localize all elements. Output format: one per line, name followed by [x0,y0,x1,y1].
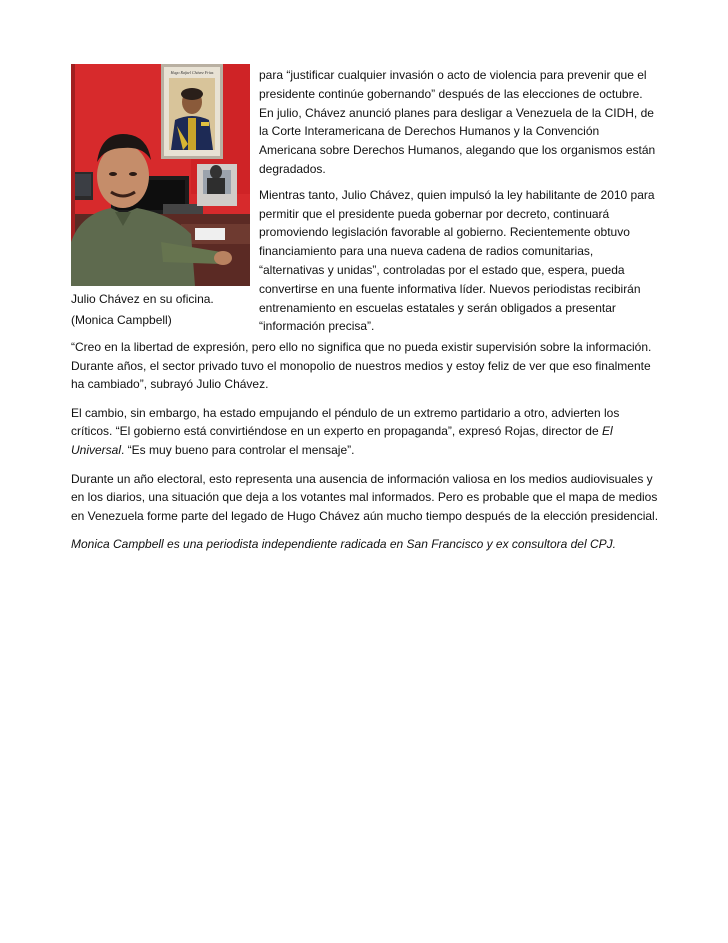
article-body [71,338,661,564]
right-paragraph-1: para “justificar cualquier invasión o acto de violencia para prevenir que el presidente continúe gobernando” después de las elecciones de octubre. En julio, Chávez anunció planes para desligar a Venezuela de la CIDH, de la Corte Interamericana de Derechos Humanos y la Convención Americana sobre Derechos Humanos, alegando que los organismos están degradados. [259,68,656,176]
photo-caption [71,289,256,331]
author-note: Monica Campbell es una periodista independiente radicada en San Francisco y ex consultora del CPJ. [71,537,616,552]
office-photo-illustration [71,64,250,286]
poster-caption: Hugo Rafael Chávez Frías [170,70,214,75]
office-photo [71,64,250,286]
newspaper-name: El Universal [71,424,613,457]
body-paragraph-3: Durante un año electoral, esto representa una ausencia de información valiosa en los medios audiovisuales y en los diarios, una situación que deja a los votantes mal informados. Pero es probable que el mapa de medios en Venezuela forme parte del legado de Hugo Chávez aún mucho tiempo después de la elección presidencial. [71,471,659,523]
body-paragraph-2-end: . “Es muy bueno para controlar el mensaje”. [121,442,355,457]
body-paragraph-2-start: El cambio, sin embargo, ha estado empujando el péndulo de un extremo partidario a otro, advierten los críticos. “El gobierno está convirtiéndose en un experto en propaganda”, expresó Rojas, director de [71,405,620,439]
body-paragraph-1: “Creo en la libertad de expresión, pero ello no significa que no pueda existir supervisión sobre la información. Durante años, el sector privado tuvo el monopolio de nuestros medios y estoy feliz de ver que eso finalmente ha cambiado”, subrayó Julio Chávez. [71,340,652,392]
photo-caption-line-1: Julio Chávez en su oficina. [71,292,214,306]
right-paragraph-2: Mientras tanto, Julio Chávez, quien impulsó la ley habilitante de 2010 para permitir que el presidente pueda gobernar por decreto, continuará promoviendo legislación favorable al gobierno. Recientemente obtuvo financiamiento para una nueva cadena de radios comunitarias, “alternativas y unidas”, controladas por el estado que, espera, pueda convertirse en una fuente informativa líder. Nuevos periodistas recibirán entrenamiento en escuelas estatales y serán obligados a presentar “información precisa”. [259,187,655,334]
body-paragraph-2 [71,404,661,460]
right-column [259,66,659,343]
photo-caption-credit: (Monica Campbell) [71,313,172,327]
